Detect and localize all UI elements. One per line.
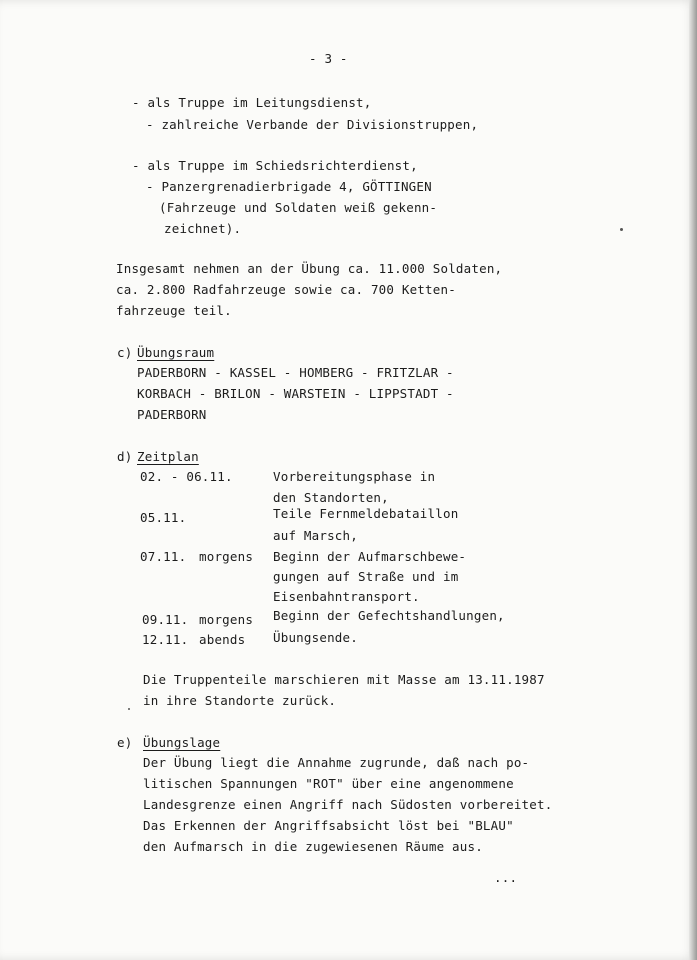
troops-referee-sub: - Panzergrenadierbrigade 4, GÖTTINGEN bbox=[146, 179, 432, 194]
schedule-time: morgens bbox=[199, 549, 254, 564]
section-c-heading: Übungsraum bbox=[137, 345, 215, 360]
schedule-text: gungen auf Straße und im bbox=[273, 569, 459, 584]
return-line-1: Die Truppenteile marschieren mit Masse am 13.11.1987 bbox=[143, 672, 545, 687]
continuation-mark: ... bbox=[494, 870, 518, 885]
schedule-text: Eisenbahntransport. bbox=[273, 589, 420, 604]
section-e-line-3: Landesgrenze einen Angriff nach Südosten vorbereitet. bbox=[143, 797, 553, 812]
schedule-text: Übungsende. bbox=[273, 630, 358, 645]
section-e-line-1: Der Übung liegt die Annahme zugrunde, daß nach po- bbox=[143, 755, 530, 770]
section-c-label: c) bbox=[117, 345, 133, 360]
schedule-date: 05.11. bbox=[140, 510, 187, 525]
section-d-heading: Zeitplan bbox=[137, 449, 199, 464]
troops-lead-line: - als Truppe im Leitungsdienst, bbox=[132, 95, 372, 110]
scan-speck bbox=[128, 708, 130, 710]
scan-speck bbox=[620, 228, 623, 231]
troops-referee-line: - als Truppe im Schiedsrichterdienst, bbox=[132, 158, 418, 173]
page-number: - 3 - bbox=[309, 51, 348, 66]
schedule-time: abends bbox=[199, 632, 246, 647]
schedule-text: den Standorten, bbox=[273, 490, 389, 505]
schedule-text: Beginn der Gefechtshandlungen, bbox=[273, 608, 505, 623]
totals-line-3: fahrzeuge teil. bbox=[116, 303, 232, 318]
section-e-heading: Übungslage bbox=[143, 735, 221, 750]
schedule-text: auf Marsch, bbox=[273, 528, 358, 543]
section-c-line-2: KORBACH - BRILON - WARSTEIN - LIPPSTADT - bbox=[137, 386, 454, 401]
section-c-line-3: PADERBORN bbox=[137, 407, 207, 422]
schedule-time: morgens bbox=[199, 612, 254, 627]
section-e-label: e) bbox=[117, 735, 133, 750]
schedule-date: 12.11. bbox=[142, 632, 189, 647]
section-e-line-2: litischen Spannungen "ROT" über eine angenommene bbox=[143, 776, 514, 791]
section-e-line-4: Das Erkennen der Angriffsabsicht löst bei "BLAU" bbox=[143, 818, 514, 833]
section-d-label: d) bbox=[117, 449, 133, 464]
schedule-date: 02. - 06.11. bbox=[140, 469, 233, 484]
section-e-line-5: den Aufmarsch in die zugewiesenen Räume aus. bbox=[143, 839, 483, 854]
schedule-text: Beginn der Aufmarschbewe- bbox=[273, 549, 467, 564]
troops-referee-note-1: (Fahrzeuge und Soldaten weiß gekenn- bbox=[159, 200, 438, 215]
section-c-line-1: PADERBORN - KASSEL - HOMBERG - FRITZLAR - bbox=[137, 365, 454, 380]
schedule-date: 09.11. bbox=[142, 612, 189, 627]
totals-line-2: ca. 2.800 Radfahrzeuge sowie ca. 700 Ketten- bbox=[116, 282, 456, 297]
troops-referee-note-2: zeichnet). bbox=[164, 221, 242, 236]
troops-lead-sub: - zahlreiche Verbande der Divisionstruppen, bbox=[146, 117, 479, 132]
schedule-text: Vorbereitungsphase in bbox=[273, 469, 436, 484]
totals-line-1: Insgesamt nehmen an der Übung ca. 11.000 Soldaten, bbox=[116, 261, 503, 276]
page-edge-shadow bbox=[689, 0, 697, 960]
schedule-text: Teile Fernmeldebataillon bbox=[273, 506, 459, 521]
schedule-date: 07.11. bbox=[140, 549, 187, 564]
return-line-2: in ihre Standorte zurück. bbox=[143, 693, 337, 708]
